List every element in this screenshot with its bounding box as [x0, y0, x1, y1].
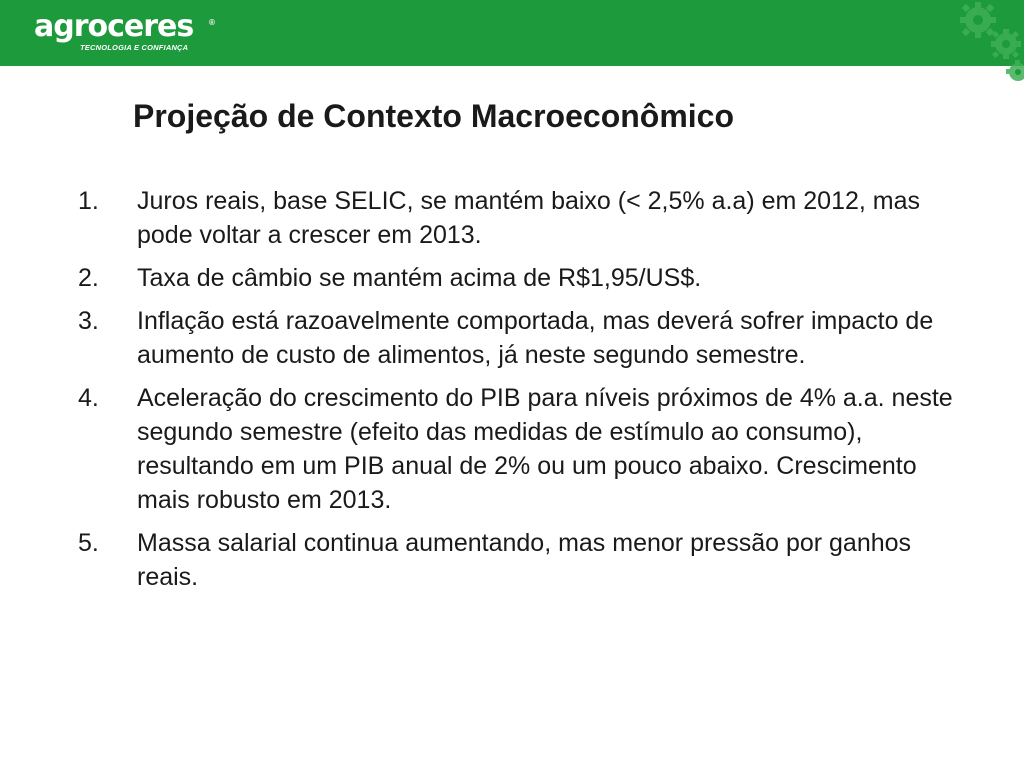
slide-title: Projeção de Contexto Macroeconômico	[133, 98, 735, 134]
logo-tagline: TECNOLOGIA E CONFIANÇA	[80, 43, 189, 52]
list-item	[78, 184, 958, 252]
list-item-number: 4.	[78, 384, 99, 412]
list-item-number: 2.	[78, 264, 99, 292]
gears-icon	[946, 0, 1024, 84]
list-item-text: Aceleração do crescimento do PIB para níveis próximos de 4% a.a. neste segundo semestre (efeito das medidas de estímulo ao consumo), resultando em um PIB anual de 2% ou um pouco abaixo. Crescimento mais robusto em 2013.	[137, 384, 953, 514]
list-item	[78, 381, 958, 517]
company-logo	[34, 9, 215, 52]
list-item-text: Juros reais, base SELIC, se mantém baixo (< 2,5% a.a) em 2012, mas pode voltar a crescer em 2013.	[137, 187, 921, 249]
logo-wordmark: agroceres	[34, 9, 194, 44]
list-item	[78, 526, 958, 594]
numbered-point-list	[78, 184, 958, 603]
list-item-text: Inflação está razoavelmente comportada, mas deverá sofrer impacto de aumento de custo de alimentos, já neste segundo semestre.	[137, 307, 934, 369]
list-item-number: 5.	[78, 529, 99, 557]
list-item-text: Massa salarial continua aumentando, mas menor pressão por ganhos reais.	[137, 529, 912, 591]
header-bar	[0, 0, 1024, 66]
list-item-number: 1.	[78, 187, 99, 215]
list-item-text: Taxa de câmbio se mantém acima de R$1,95/US$.	[137, 264, 702, 292]
list-item	[78, 304, 958, 372]
list-item-number: 3.	[78, 307, 99, 335]
list-item	[78, 261, 958, 295]
logo-registered-mark: ®	[209, 18, 215, 27]
